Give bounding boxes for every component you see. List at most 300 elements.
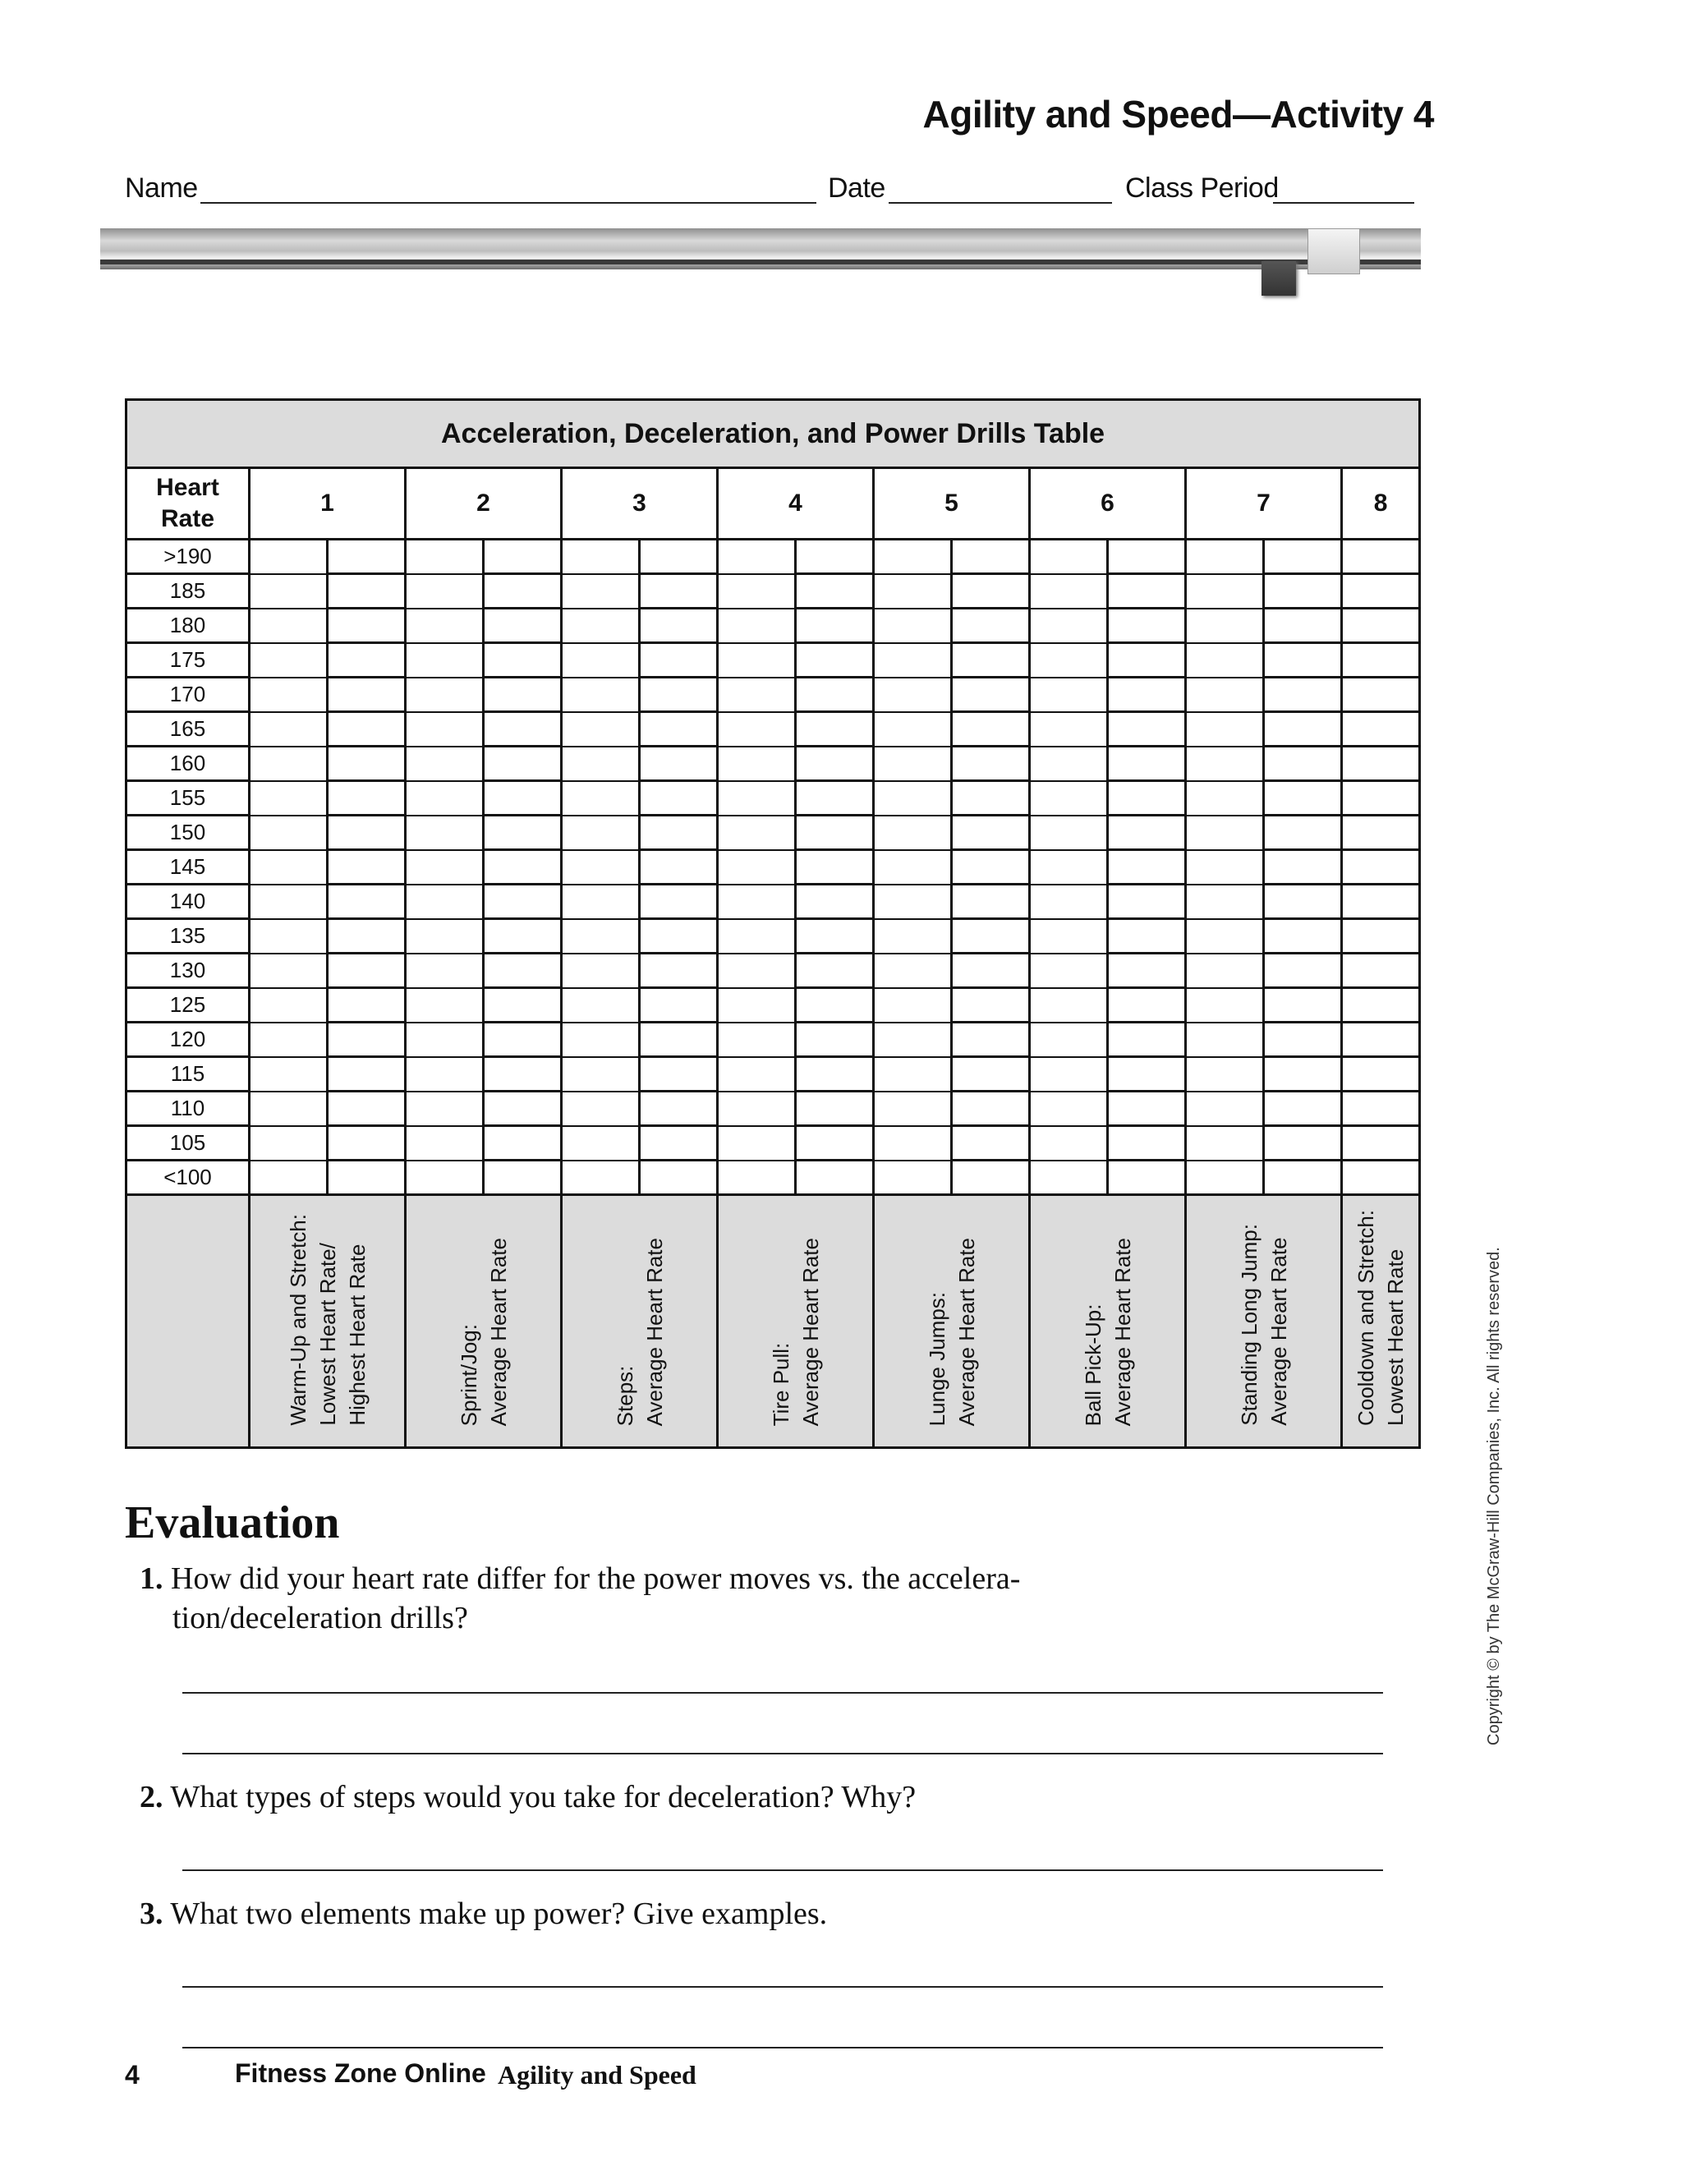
entry-cell[interactable]: [484, 954, 562, 988]
entry-cell[interactable]: [718, 574, 796, 609]
entry-cell[interactable]: [874, 781, 952, 816]
entry-cell[interactable]: [406, 954, 484, 988]
entry-cell[interactable]: [250, 919, 328, 954]
entry-cell[interactable]: [1186, 919, 1264, 954]
class-period-field[interactable]: [1273, 202, 1414, 204]
entry-cell[interactable]: [562, 885, 640, 919]
entry-cell[interactable]: [250, 1057, 328, 1092]
entry-cell[interactable]: [484, 988, 562, 1023]
entry-cell[interactable]: [718, 1092, 796, 1126]
entry-cell[interactable]: [406, 988, 484, 1023]
entry-cell[interactable]: [1342, 954, 1420, 988]
entry-cell[interactable]: [406, 816, 484, 850]
entry-cell[interactable]: [484, 885, 562, 919]
entry-cell[interactable]: [328, 643, 406, 678]
entry-cell[interactable]: [640, 816, 718, 850]
entry-cell[interactable]: [328, 919, 406, 954]
entry-cell[interactable]: [250, 1126, 328, 1161]
entry-cell[interactable]: [874, 1023, 952, 1057]
entry-cell[interactable]: [874, 540, 952, 574]
entry-cell[interactable]: [952, 609, 1030, 643]
entry-cell[interactable]: [640, 540, 718, 574]
answer-1-line-2[interactable]: [182, 1753, 1383, 1754]
name-field[interactable]: [200, 202, 816, 204]
entry-cell[interactable]: [1342, 781, 1420, 816]
entry-cell[interactable]: [1186, 988, 1264, 1023]
entry-cell[interactable]: [1342, 643, 1420, 678]
entry-cell[interactable]: [250, 678, 328, 712]
entry-cell[interactable]: [484, 1092, 562, 1126]
entry-cell[interactable]: [952, 816, 1030, 850]
entry-cell[interactable]: [406, 885, 484, 919]
date-field[interactable]: [889, 202, 1112, 204]
entry-cell[interactable]: [1030, 885, 1108, 919]
entry-cell[interactable]: [1030, 850, 1108, 885]
entry-cell[interactable]: [1108, 609, 1186, 643]
entry-cell[interactable]: [952, 1161, 1030, 1195]
entry-cell[interactable]: [1030, 781, 1108, 816]
entry-cell[interactable]: [1342, 678, 1420, 712]
entry-cell[interactable]: [406, 643, 484, 678]
entry-cell[interactable]: [1186, 1161, 1264, 1195]
answer-3-line-1[interactable]: [182, 1986, 1383, 1988]
entry-cell[interactable]: [874, 885, 952, 919]
entry-cell[interactable]: [1186, 678, 1264, 712]
entry-cell[interactable]: [718, 885, 796, 919]
entry-cell[interactable]: [484, 1126, 562, 1161]
entry-cell[interactable]: [1030, 609, 1108, 643]
entry-cell[interactable]: [484, 919, 562, 954]
entry-cell[interactable]: [1264, 850, 1342, 885]
entry-cell[interactable]: [1342, 885, 1420, 919]
entry-cell[interactable]: [640, 609, 718, 643]
entry-cell[interactable]: [1186, 540, 1264, 574]
entry-cell[interactable]: [952, 712, 1030, 747]
entry-cell[interactable]: [1342, 850, 1420, 885]
entry-cell[interactable]: [250, 540, 328, 574]
entry-cell[interactable]: [874, 1126, 952, 1161]
entry-cell[interactable]: [1108, 643, 1186, 678]
entry-cell[interactable]: [640, 678, 718, 712]
entry-cell[interactable]: [952, 1092, 1030, 1126]
entry-cell[interactable]: [406, 609, 484, 643]
entry-cell[interactable]: [406, 1057, 484, 1092]
entry-cell[interactable]: [1186, 954, 1264, 988]
entry-cell[interactable]: [250, 643, 328, 678]
entry-cell[interactable]: [250, 988, 328, 1023]
entry-cell[interactable]: [1264, 643, 1342, 678]
entry-cell[interactable]: [1030, 954, 1108, 988]
entry-cell[interactable]: [1264, 885, 1342, 919]
column-header-1: 1: [250, 468, 406, 540]
entry-cell[interactable]: [796, 540, 874, 574]
entry-cell[interactable]: [874, 1092, 952, 1126]
heart-rate-label: 165: [126, 712, 250, 747]
entry-cell[interactable]: [328, 885, 406, 919]
entry-cell[interactable]: [328, 1161, 406, 1195]
entry-cell[interactable]: [952, 885, 1030, 919]
entry-cell[interactable]: [406, 781, 484, 816]
entry-cell[interactable]: [1186, 643, 1264, 678]
entry-cell[interactable]: [562, 1161, 640, 1195]
entry-cell[interactable]: [640, 712, 718, 747]
entry-cell[interactable]: [562, 574, 640, 609]
entry-cell[interactable]: [718, 747, 796, 781]
entry-cell[interactable]: [952, 1057, 1030, 1092]
entry-cell[interactable]: [328, 747, 406, 781]
entry-cell[interactable]: [250, 816, 328, 850]
entry-cell[interactable]: [562, 1023, 640, 1057]
entry-cell[interactable]: [1030, 1092, 1108, 1126]
entry-cell[interactable]: [718, 1057, 796, 1092]
entry-cell[interactable]: [406, 747, 484, 781]
entry-cell[interactable]: [796, 988, 874, 1023]
entry-cell[interactable]: [562, 781, 640, 816]
entry-cell[interactable]: [406, 1092, 484, 1126]
entry-cell[interactable]: [718, 1023, 796, 1057]
entry-cell[interactable]: [952, 850, 1030, 885]
entry-cell[interactable]: [1264, 1023, 1342, 1057]
entry-cell[interactable]: [1264, 574, 1342, 609]
entry-cell[interactable]: [718, 781, 796, 816]
entry-cell[interactable]: [562, 540, 640, 574]
entry-cell[interactable]: [562, 1092, 640, 1126]
entry-cell[interactable]: [1342, 1023, 1420, 1057]
entry-cell[interactable]: [406, 540, 484, 574]
entry-cell[interactable]: [328, 781, 406, 816]
entry-cell[interactable]: [1030, 1057, 1108, 1092]
entry-cell[interactable]: [640, 747, 718, 781]
entry-cell[interactable]: [718, 954, 796, 988]
entry-cell[interactable]: [796, 1126, 874, 1161]
entry-cell[interactable]: [796, 885, 874, 919]
entry-cell[interactable]: [1342, 540, 1420, 574]
entry-cell[interactable]: [796, 678, 874, 712]
entry-cell[interactable]: [250, 712, 328, 747]
entry-cell[interactable]: [250, 781, 328, 816]
entry-cell[interactable]: [718, 1161, 796, 1195]
entry-cell[interactable]: [250, 747, 328, 781]
entry-cell[interactable]: [562, 1126, 640, 1161]
entry-cell[interactable]: [874, 712, 952, 747]
entry-cell[interactable]: [250, 1161, 328, 1195]
entry-cell[interactable]: [796, 1161, 874, 1195]
entry-cell[interactable]: [874, 954, 952, 988]
entry-cell[interactable]: [1264, 1126, 1342, 1161]
entry-cell[interactable]: [484, 747, 562, 781]
entry-cell[interactable]: [1108, 1057, 1186, 1092]
entry-cell[interactable]: [640, 574, 718, 609]
entry-cell[interactable]: [328, 609, 406, 643]
entry-cell[interactable]: [952, 954, 1030, 988]
entry-cell[interactable]: [1108, 1023, 1186, 1057]
entry-cell[interactable]: [640, 850, 718, 885]
entry-cell[interactable]: [328, 1092, 406, 1126]
entry-cell[interactable]: [1264, 1092, 1342, 1126]
entry-cell[interactable]: [1030, 712, 1108, 747]
entry-cell[interactable]: [484, 678, 562, 712]
entry-cell[interactable]: [1030, 816, 1108, 850]
entry-cell[interactable]: [484, 1057, 562, 1092]
entry-cell[interactable]: [1108, 1126, 1186, 1161]
entry-cell[interactable]: [640, 988, 718, 1023]
entry-cell[interactable]: [640, 1126, 718, 1161]
entry-cell[interactable]: [1108, 988, 1186, 1023]
entry-cell[interactable]: [1030, 1161, 1108, 1195]
entry-cell[interactable]: [952, 988, 1030, 1023]
entry-cell[interactable]: [328, 1126, 406, 1161]
entry-cell[interactable]: [250, 850, 328, 885]
entry-cell[interactable]: [1030, 643, 1108, 678]
entry-cell[interactable]: [1264, 919, 1342, 954]
entry-cell[interactable]: [328, 540, 406, 574]
class-period-label: Class Period: [1125, 172, 1279, 204]
entry-cell[interactable]: [562, 609, 640, 643]
entry-cell[interactable]: [796, 643, 874, 678]
entry-cell[interactable]: [406, 1126, 484, 1161]
entry-cell[interactable]: [1264, 781, 1342, 816]
entry-cell[interactable]: [1030, 678, 1108, 712]
entry-cell[interactable]: [1264, 988, 1342, 1023]
entry-cell[interactable]: [1108, 885, 1186, 919]
entry-cell[interactable]: [952, 574, 1030, 609]
entry-cell[interactable]: [1186, 1126, 1264, 1161]
entry-cell[interactable]: [1342, 574, 1420, 609]
entry-cell[interactable]: [640, 885, 718, 919]
entry-cell[interactable]: [952, 781, 1030, 816]
entry-cell[interactable]: [250, 609, 328, 643]
entry-cell[interactable]: [250, 574, 328, 609]
entry-cell[interactable]: [1030, 1126, 1108, 1161]
entry-cell[interactable]: [484, 1161, 562, 1195]
entry-cell[interactable]: [640, 1092, 718, 1126]
entry-cell[interactable]: [1264, 712, 1342, 747]
entry-cell[interactable]: [484, 850, 562, 885]
entry-cell[interactable]: [640, 1057, 718, 1092]
entry-cell[interactable]: [952, 747, 1030, 781]
entry-cell[interactable]: [1030, 540, 1108, 574]
entry-cell[interactable]: [1186, 747, 1264, 781]
entry-cell[interactable]: [328, 1023, 406, 1057]
entry-cell[interactable]: [718, 850, 796, 885]
entry-cell[interactable]: [406, 919, 484, 954]
entry-cell[interactable]: [328, 574, 406, 609]
entry-cell[interactable]: [874, 988, 952, 1023]
entry-cell[interactable]: [250, 954, 328, 988]
entry-cell[interactable]: [874, 609, 952, 643]
entry-cell[interactable]: [1342, 712, 1420, 747]
entry-cell[interactable]: [874, 919, 952, 954]
entry-cell[interactable]: [1186, 1057, 1264, 1092]
entry-cell[interactable]: [406, 1023, 484, 1057]
entry-cell[interactable]: [1264, 747, 1342, 781]
entry-cell[interactable]: [1342, 747, 1420, 781]
entry-cell[interactable]: [1108, 747, 1186, 781]
entry-cell[interactable]: [562, 643, 640, 678]
entry-cell[interactable]: [1342, 919, 1420, 954]
entry-cell[interactable]: [796, 574, 874, 609]
entry-cell[interactable]: [1186, 609, 1264, 643]
entry-cell[interactable]: [1264, 1161, 1342, 1195]
entry-cell[interactable]: [796, 781, 874, 816]
entry-cell[interactable]: [406, 1161, 484, 1195]
entry-cell[interactable]: [1030, 574, 1108, 609]
entry-cell[interactable]: [874, 816, 952, 850]
entry-cell[interactable]: [1264, 954, 1342, 988]
entry-cell[interactable]: [1108, 712, 1186, 747]
entry-cell[interactable]: [796, 1092, 874, 1126]
entry-cell[interactable]: [1186, 1023, 1264, 1057]
entry-cell[interactable]: [328, 954, 406, 988]
entry-cell[interactable]: [796, 747, 874, 781]
entry-cell[interactable]: [1264, 678, 1342, 712]
entry-cell[interactable]: [718, 816, 796, 850]
entry-cell[interactable]: [1030, 747, 1108, 781]
entry-cell[interactable]: [718, 919, 796, 954]
activity-label-line: Sprint/Jog:: [456, 1323, 481, 1426]
entry-cell[interactable]: [640, 954, 718, 988]
entry-cell[interactable]: [1342, 1126, 1420, 1161]
entry-cell[interactable]: [562, 954, 640, 988]
entry-cell[interactable]: [796, 712, 874, 747]
entry-cell[interactable]: [1108, 850, 1186, 885]
entry-cell[interactable]: [718, 609, 796, 643]
entry-cell[interactable]: [874, 747, 952, 781]
entry-cell[interactable]: [1264, 1057, 1342, 1092]
entry-cell[interactable]: [874, 574, 952, 609]
entry-cell[interactable]: [562, 850, 640, 885]
entry-cell[interactable]: [562, 678, 640, 712]
entry-cell[interactable]: [250, 1092, 328, 1126]
entry-cell[interactable]: [640, 919, 718, 954]
entry-cell[interactable]: [1342, 1057, 1420, 1092]
entry-cell[interactable]: [718, 540, 796, 574]
entry-cell[interactable]: [718, 643, 796, 678]
entry-cell[interactable]: [1186, 781, 1264, 816]
entry-cell[interactable]: [328, 988, 406, 1023]
entry-cell[interactable]: [562, 1057, 640, 1092]
entry-cell[interactable]: [952, 678, 1030, 712]
entry-cell[interactable]: [1108, 540, 1186, 574]
entry-cell[interactable]: [328, 850, 406, 885]
entry-cell[interactable]: [952, 919, 1030, 954]
entry-cell[interactable]: [562, 988, 640, 1023]
entry-cell[interactable]: [640, 1023, 718, 1057]
entry-cell[interactable]: [562, 712, 640, 747]
entry-cell[interactable]: [874, 1057, 952, 1092]
answer-2-line-1[interactable]: [182, 1869, 1383, 1871]
entry-cell[interactable]: [406, 712, 484, 747]
entry-cell[interactable]: [328, 712, 406, 747]
entry-cell[interactable]: [952, 643, 1030, 678]
entry-cell[interactable]: [1108, 678, 1186, 712]
entry-cell[interactable]: [796, 1057, 874, 1092]
entry-cell[interactable]: [1186, 712, 1264, 747]
entry-cell[interactable]: [1186, 574, 1264, 609]
entry-cell[interactable]: [1186, 816, 1264, 850]
entry-cell[interactable]: [1342, 1092, 1420, 1126]
entry-cell[interactable]: [250, 1023, 328, 1057]
entry-cell[interactable]: [1108, 954, 1186, 988]
entry-cell[interactable]: [952, 540, 1030, 574]
entry-cell[interactable]: [484, 643, 562, 678]
entry-cell[interactable]: [406, 850, 484, 885]
entry-cell[interactable]: [1030, 919, 1108, 954]
entry-cell[interactable]: [718, 712, 796, 747]
entry-cell[interactable]: [1108, 816, 1186, 850]
entry-cell[interactable]: [1342, 609, 1420, 643]
entry-cell[interactable]: [406, 574, 484, 609]
entry-cell[interactable]: [562, 816, 640, 850]
entry-cell[interactable]: [874, 643, 952, 678]
entry-cell[interactable]: [718, 678, 796, 712]
entry-cell[interactable]: [328, 816, 406, 850]
entry-cell[interactable]: [328, 678, 406, 712]
entry-cell[interactable]: [796, 816, 874, 850]
entry-cell[interactable]: [952, 1126, 1030, 1161]
entry-cell[interactable]: [874, 678, 952, 712]
entry-cell[interactable]: [796, 850, 874, 885]
entry-cell[interactable]: [250, 885, 328, 919]
entry-cell[interactable]: [484, 1023, 562, 1057]
entry-cell[interactable]: [1030, 1023, 1108, 1057]
entry-cell[interactable]: [1342, 1161, 1420, 1195]
entry-cell[interactable]: [484, 609, 562, 643]
entry-cell[interactable]: [718, 1126, 796, 1161]
entry-cell[interactable]: [562, 919, 640, 954]
answer-3-line-2[interactable]: [182, 2047, 1383, 2048]
entry-cell[interactable]: [640, 643, 718, 678]
entry-cell[interactable]: [484, 781, 562, 816]
answer-1-line-1[interactable]: [182, 1692, 1383, 1694]
entry-cell[interactable]: [484, 712, 562, 747]
entry-cell[interactable]: [562, 747, 640, 781]
entry-cell[interactable]: [1030, 988, 1108, 1023]
entry-cell[interactable]: [1264, 609, 1342, 643]
heart-rate-label: 125: [126, 988, 250, 1023]
entry-cell[interactable]: [1108, 919, 1186, 954]
entry-cell[interactable]: [484, 574, 562, 609]
entry-cell[interactable]: [952, 1023, 1030, 1057]
entry-cell[interactable]: [640, 1161, 718, 1195]
entry-cell[interactable]: [874, 850, 952, 885]
entry-cell[interactable]: [874, 1161, 952, 1195]
entry-cell[interactable]: [1342, 816, 1420, 850]
entry-cell[interactable]: [484, 540, 562, 574]
entry-cell[interactable]: [1108, 574, 1186, 609]
entry-cell[interactable]: [640, 781, 718, 816]
entry-cell[interactable]: [796, 609, 874, 643]
entry-cell[interactable]: [1264, 816, 1342, 850]
entry-cell[interactable]: [484, 816, 562, 850]
entry-cell[interactable]: [1264, 540, 1342, 574]
entry-cell[interactable]: [1108, 1161, 1186, 1195]
entry-cell[interactable]: [1342, 988, 1420, 1023]
activity-label-line: Average Heart Rate: [1110, 1237, 1135, 1426]
entry-cell[interactable]: [796, 919, 874, 954]
entry-cell[interactable]: [1108, 781, 1186, 816]
entry-cell[interactable]: [1186, 885, 1264, 919]
entry-cell[interactable]: [796, 954, 874, 988]
entry-cell[interactable]: [328, 1057, 406, 1092]
entry-cell[interactable]: [796, 1023, 874, 1057]
entry-cell[interactable]: [1186, 1092, 1264, 1126]
entry-cell[interactable]: [406, 678, 484, 712]
footer-subtitle: Agility and Speed: [498, 2060, 696, 2090]
entry-cell[interactable]: [1108, 1092, 1186, 1126]
entry-cell[interactable]: [718, 988, 796, 1023]
entry-cell[interactable]: [1186, 850, 1264, 885]
